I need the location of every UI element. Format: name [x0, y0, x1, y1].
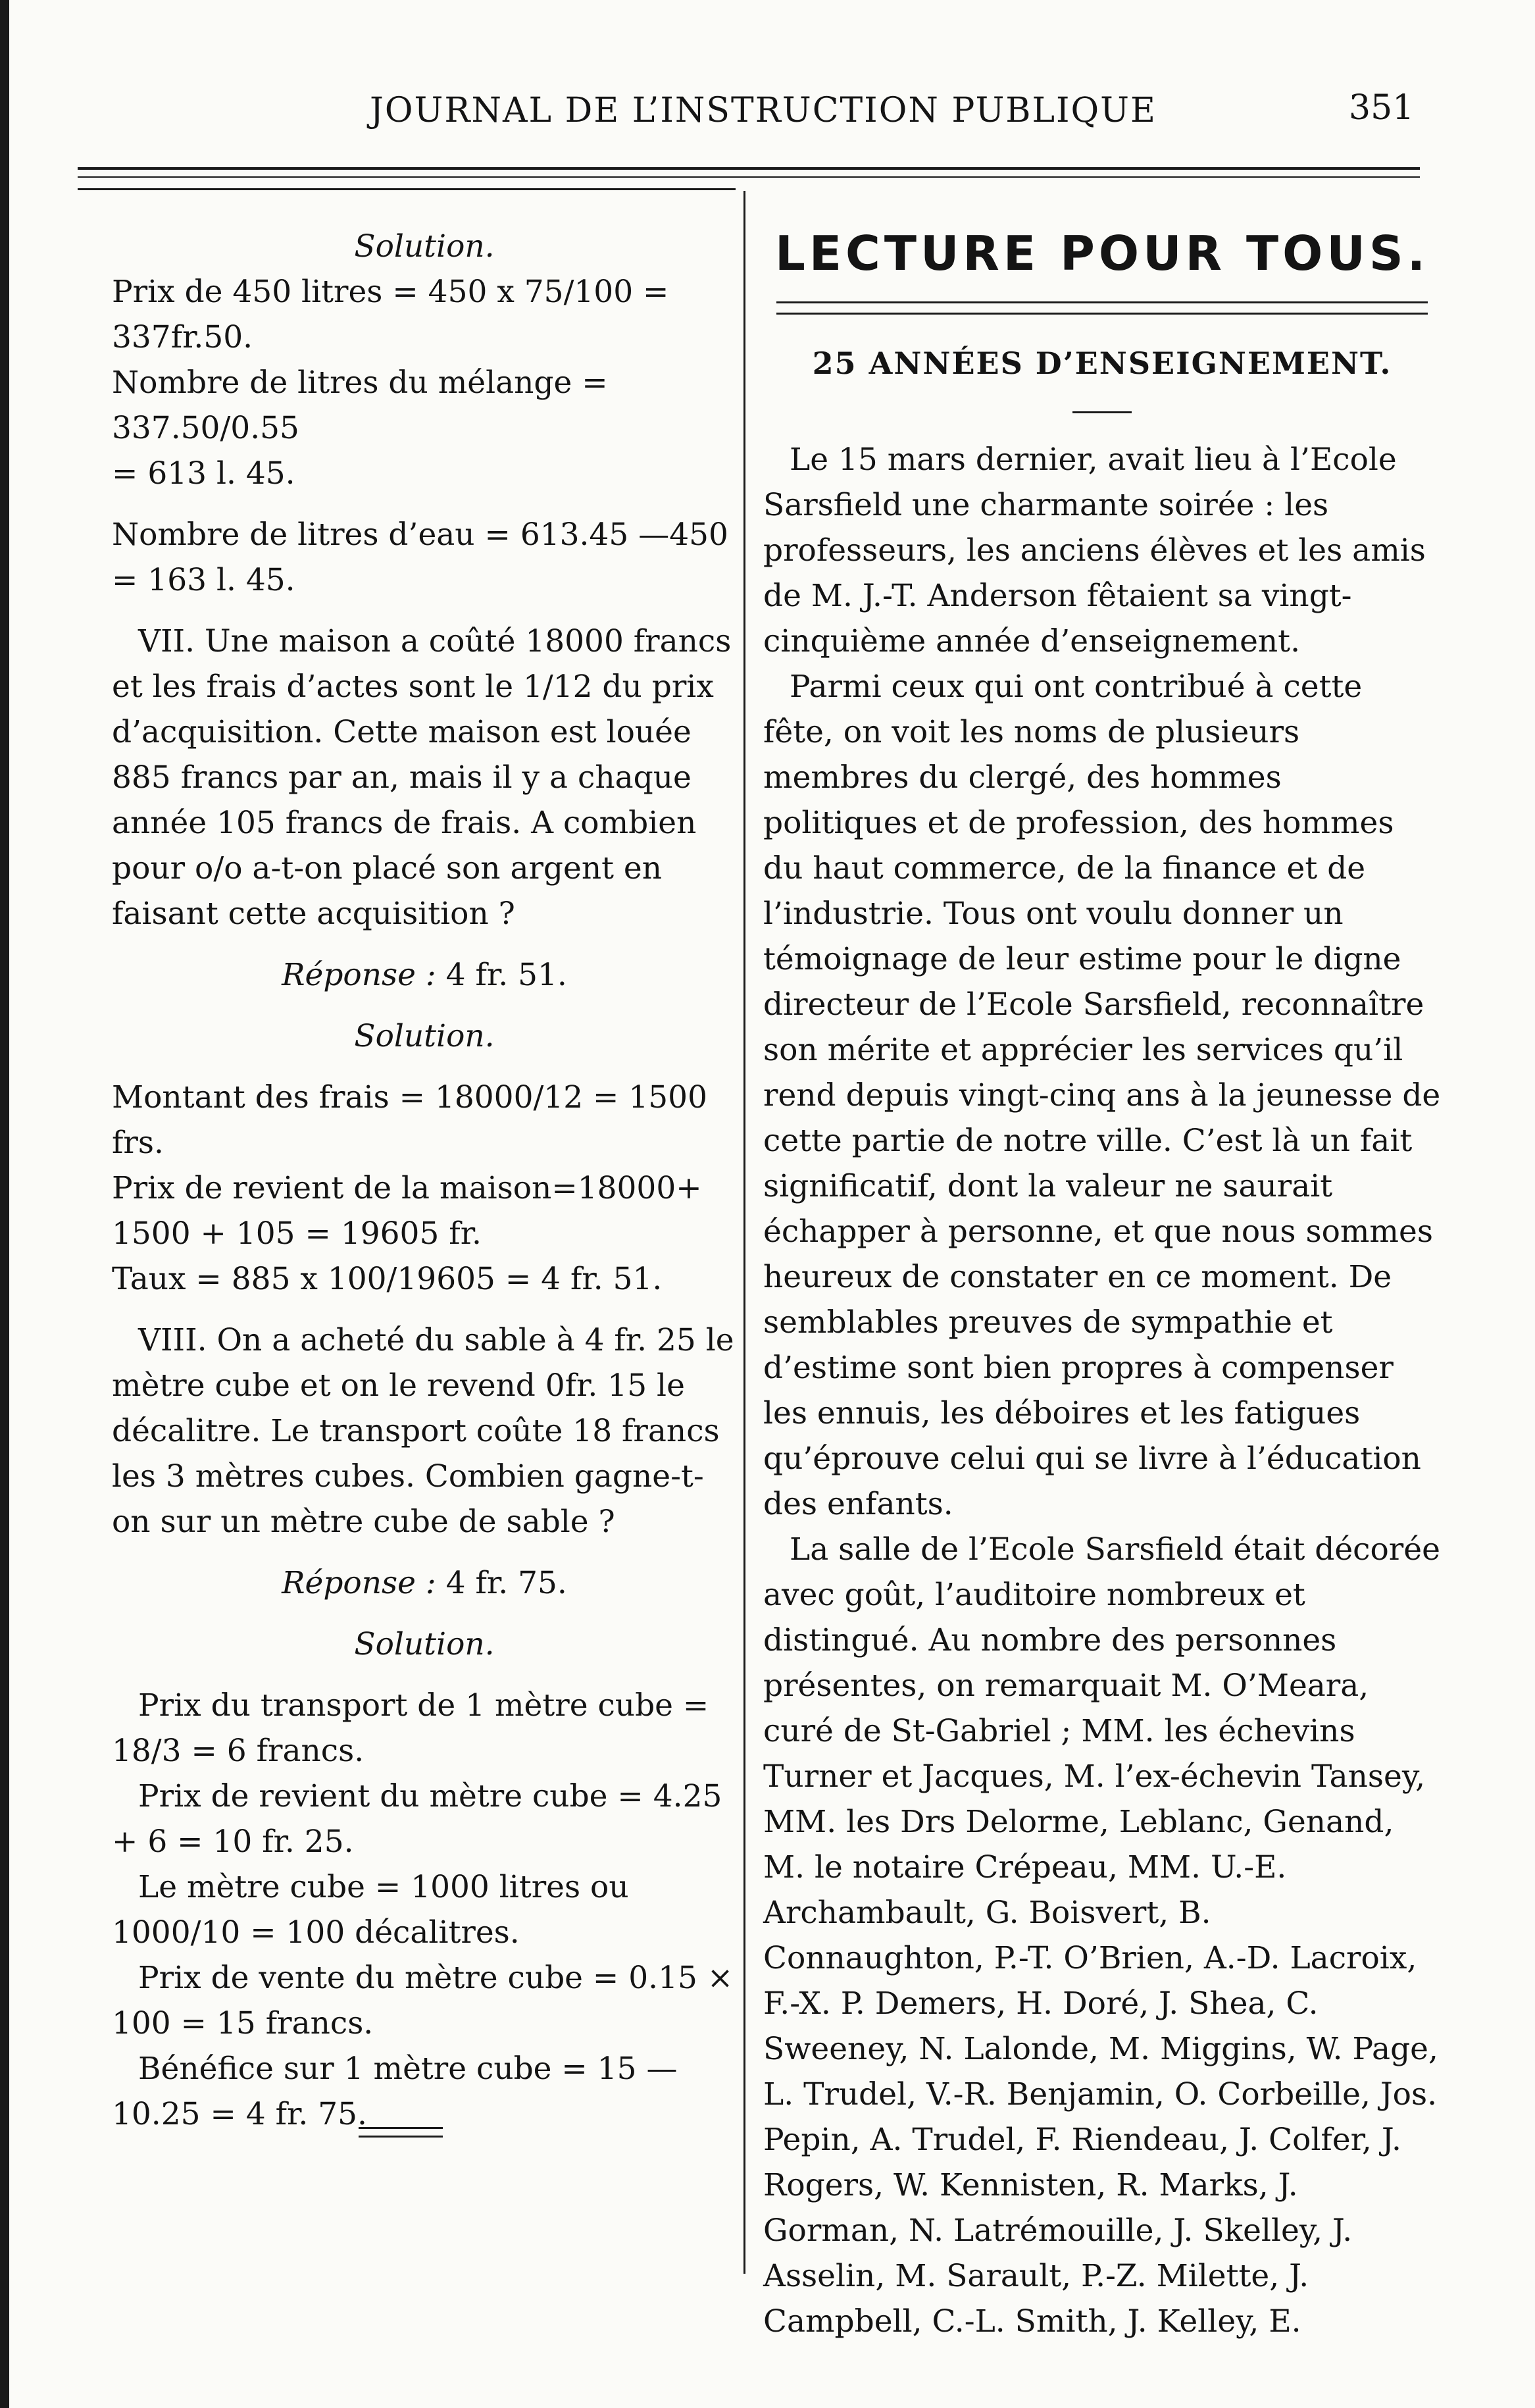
answer-label: Réponse : [282, 957, 436, 993]
answer-line [112, 1560, 737, 1606]
header-rule-left [78, 188, 736, 190]
solution-line: Nombre de litres du mélange = 337.50/0.55 [112, 365, 608, 446]
solution-line: Prix de vente du mètre cube = 0.15 × 100 = 15 francs. [112, 1960, 734, 2041]
answer-line [112, 952, 737, 998]
solution-line: Prix de 450 litres = 450 x 75/100 = 337fr.50. [112, 274, 669, 355]
end-rule [359, 2127, 443, 2138]
answer-value: 4 fr. 75. [445, 1565, 567, 1601]
answer-label: Réponse : [282, 1565, 436, 1601]
solution-line: Bénéfice sur 1 mètre cube = 15 — 10.25 = 4 fr. 75. [112, 2051, 678, 2132]
article-paragraph: La salle de l’Ecole Sarsfield était décorée avec goût, l’auditoire nombreux et distingué. Au nombre des personnes présentes, on remarquait M. O’Meara, curé de St-Gabriel ; MM. les échevins Turner et Jacques, M. l’ex-échevin Tansey, MM. les Drs Delorme, Leblanc, Genand, M. le notaire Crépeau, MM. U.-E. Archambault, G. Boisvert, B. Connaughton, P.-T. O’Brien, A.-D. Lacroix, F.-X. P. Demers, H. Doré, J. Shea, C. Sweeney, N. Lalonde, M. Miggins, W. Page, L. Trudel, V.-R. Benjamin, O. Corbeille, Jos. Pepin, A. Trudel, F. Riendeau, J. Colfer, J. Rogers, W. Kennisten, R. Marks, J. Gorman, N. Latrémouille, J. Skelley, J. Asselin, M. Sarault, P.-Z. Milette, J. Campbell, C.-L. Smith, J. Kelley, E. [763, 1531, 1440, 2340]
article-paragraph: Le 15 mars dernier, avait lieu à l’Ecole Sarsfield une charmante soirée : les professeurs, les anciens élèves et les amis de M. J.-T. Anderson fêtaient sa vingt-cinquième année d’enseignement. [763, 442, 1426, 659]
scan-edge [0, 0, 9, 2408]
solution-heading: Solution. [354, 1626, 495, 1662]
solution-heading: Solution. [354, 1018, 495, 1054]
solution-heading: Solution. [354, 228, 495, 265]
section-rule [776, 301, 1428, 315]
answer-value: 4 fr. 51. [445, 957, 567, 993]
section-title: LECTURE POUR TOUS. [774, 226, 1430, 281]
solution-line: = 163 l. 45. [112, 562, 295, 598]
solution-line: Taux = 885 x 100/19605 = 4 fr. 51. [112, 1261, 663, 1297]
article-title: 25 ANNÉES D’ENSEIGNEMENT. [812, 346, 1392, 381]
solution-line: Le mètre cube = 1000 litres ou 1000/10 = 100 décalitres. [112, 1869, 629, 1951]
article-paragraph: Parmi ceux qui ont contribué à cette fête, on voit les noms de plusieurs membres du clergé, des hommes politiques et de profession, des hommes du haut commerce, de la finance et de l’industrie. Tous ont voulu donner un témoignage de leur estime pour le digne directeur de l’Ecole Sarsfield, reconnaître son mérite et apprécier les services qu’il rend depuis vingt-cinq ans à la jeunesse de cette partie de notre ville. C’est là un fait significatif, dont la valeur ne saurait échapper à personne, et que nous sommes heureux de constater en ce moment. De semblables preuves de sympathie et d’estime sont bien propres à compenser les ennuis, les déboires et les fatigues qu’éprouve celui qui se livre à l’éducation des enfants. [763, 669, 1441, 1522]
problem-text: VIII. On a acheté du sable à 4 fr. 25 le mètre cube et on le revend 0fr. 15 le décalitre. Le transport coûte 18 francs les 3 mètres cubes. Combien gagne-t-on sur un mètre cube de sable ? [112, 1322, 734, 1540]
title-rule [1072, 411, 1132, 413]
solution-line: Montant des frais = 18000/12 = 1500 frs. [112, 1079, 707, 1161]
right-column [763, 224, 1441, 2344]
solution-line: Prix de revient du mètre cube = 4.25 + 6 = 10 fr. 25. [112, 1778, 722, 1860]
solution-line: Nombre de litres d’eau = 613.45 —450 [112, 517, 728, 553]
header-rule [78, 167, 1420, 170]
column-divider [743, 191, 745, 2274]
left-column [112, 224, 737, 2137]
page-number: 351 [1349, 88, 1415, 128]
solution-line: = 613 l. 45. [112, 455, 295, 492]
journal-title: JOURNAL DE L’INSTRUCTION PUBLIQUE [370, 91, 1157, 130]
header-rule-thin [78, 176, 1420, 178]
solution-line: Prix de revient de la maison=18000+ 1500 + 105 = 19605 fr. [112, 1170, 702, 1252]
problem-text: VII. Une maison a coûté 18000 francs et les frais d’actes sont le 1/12 du prix d’acquisition. Cette maison est louée 885 francs par an, mais il y a chaque année 105 francs de frais. A combien pour o/o a-t-on placé son argent en faisant cette acquisition ? [112, 623, 732, 932]
solution-line: Prix du transport de 1 mètre cube = 18/3 = 6 francs. [112, 1687, 709, 1769]
